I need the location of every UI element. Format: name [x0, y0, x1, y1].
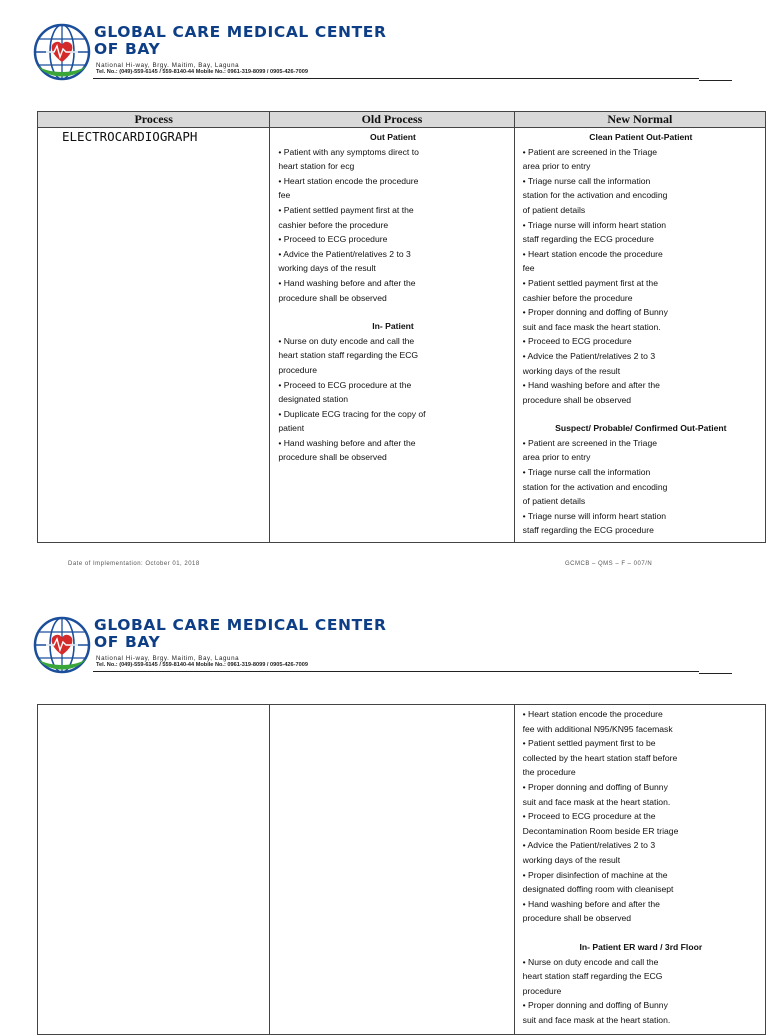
header-rule-end [699, 673, 732, 674]
text-line: • Patient with any symptoms direct to [278, 146, 419, 157]
text-line: • Proper donning and doffing of Bunny [522, 781, 668, 792]
clean-outpatient-title: Clean Patient Out-Patient [589, 132, 693, 142]
text-line: station for the activation and encoding [522, 190, 668, 201]
process-table-page2 [37, 704, 766, 1035]
text-line: heart station staff regarding the ECG [522, 971, 663, 982]
er-inpatient-lines [523, 955, 759, 1028]
text-line: of patient details [522, 204, 586, 215]
suspect-outpatient-lines-cont [523, 707, 759, 926]
table-row [38, 705, 766, 1035]
page1-header [30, 22, 765, 88]
process-name: ELECTROCARDIOGRAPH [62, 129, 198, 144]
text-line: designated station [278, 394, 349, 405]
text-line: staff regarding the ECG procedure [522, 525, 654, 536]
text-line: of patient details [522, 496, 586, 507]
table-row [38, 128, 766, 543]
text-line: • Advice the Patient/relatives 2 to 3 [278, 248, 411, 259]
text-line: suit and face mask the heart station. [522, 321, 661, 332]
text-line: collected by the heart station staff before [522, 752, 678, 763]
text-line: working days of the result [522, 365, 621, 376]
process-table-page1 [37, 111, 766, 543]
text-line: procedure shall be observed [522, 913, 632, 924]
text-line: • Patient settled payment first to be [522, 738, 656, 749]
text-line: procedure [278, 364, 318, 375]
header-old-process: Old Process [270, 112, 514, 128]
header-rule [93, 78, 699, 79]
text-line: staff regarding the ECG procedure [522, 234, 654, 245]
old-process-cell [270, 705, 514, 1035]
inpatient-lines [278, 334, 507, 465]
text-line: • Patient settled payment first at the [278, 204, 414, 215]
text-line: • Duplicate ECG tracing for the copy of [278, 408, 426, 419]
clean-outpatient-lines [523, 145, 759, 408]
text-line: • Proper donning and doffing of Bunny [522, 307, 668, 318]
footer-code: GCMCB – QMS – F – 007/N [565, 561, 653, 567]
suspect-outpatient-title: Suspect/ Probable/ Confirmed Out-Patient [555, 423, 727, 434]
text-line: • Hand washing before and after the [522, 380, 660, 391]
org-address: National Hi-way, Brgy. Maitim, Bay, Laguna [96, 62, 240, 69]
text-line: • Triage nurse will inform heart station [522, 510, 667, 521]
text-line: heart station staff regarding the ECG [278, 350, 419, 361]
text-line: the procedure [522, 767, 576, 778]
outpatient-lines [278, 145, 507, 306]
new-normal-cell [514, 128, 765, 543]
text-line: cashier before the procedure [278, 219, 389, 230]
old-process-cell [270, 128, 514, 543]
org-name-line1: GLOBAL CARE MEDICAL CENTER [94, 23, 387, 41]
inpatient-title: In- Patient [372, 321, 414, 332]
text-line: area prior to entry [522, 452, 591, 463]
text-line: • Proper disinfection of machine at the [522, 869, 668, 880]
footer-date: Date of Implementation: October 01, 2018 [68, 561, 200, 567]
org-contact: Tel. No.: (049)-559-6145 / 559-8140-44 Mobile No.: 0961-319-8099 / 0905-426-7009 [96, 69, 308, 75]
hospital-logo-icon [32, 22, 92, 82]
header-rule [93, 671, 699, 672]
text-line: working days of the result [522, 854, 621, 865]
text-line: Decontamination Room beside ER triage [522, 825, 679, 836]
text-line: • Proceed to ECG procedure [278, 234, 388, 245]
header-new-normal: New Normal [514, 112, 765, 128]
hospital-logo-icon [32, 615, 92, 675]
text-line: • Triage nurse call the information [522, 467, 651, 478]
text-line: cashier before the procedure [522, 292, 633, 303]
text-line: area prior to entry [522, 161, 591, 172]
org-address: National Hi-way, Brgy. Maitim, Bay, Laguna [96, 655, 240, 662]
text-line: • Hand washing before and after the [522, 898, 660, 909]
text-line: procedure [522, 985, 562, 996]
text-line: • Nurse on duty encode and call the [522, 956, 659, 967]
text-line: • Heart station encode the procedure [278, 175, 419, 186]
text-line: heart station for ecg [278, 161, 355, 172]
text-line: procedure shall be observed [522, 394, 632, 405]
outpatient-title: Out Patient [370, 132, 416, 142]
text-line: • Triage nurse call the information [522, 175, 651, 186]
org-name-line1: GLOBAL CARE MEDICAL CENTER [94, 616, 387, 634]
text-line: fee [278, 190, 291, 201]
org-contact: Tel. No.: (049)-559-6145 / 559-8140-44 Mobile No.: 0961-319-8099 / 0905-426-7009 [96, 662, 308, 668]
text-line: • Hand washing before and after the [278, 277, 416, 288]
text-line: • Proceed to ECG procedure at the [278, 379, 412, 390]
text-line: • Heart station encode the procedure [522, 709, 663, 719]
header-rule-end [699, 80, 732, 81]
text-line: procedure shall be observed [278, 292, 387, 303]
text-line: • Advice the Patient/relatives 2 to 3 [522, 840, 656, 851]
org-name-line2: OF BAY [94, 633, 161, 651]
text-line: • Nurse on duty encode and call the [278, 335, 415, 346]
text-line: fee with additional N95/KN95 facemask [522, 723, 673, 734]
suspect-outpatient-lines [523, 436, 759, 538]
text-line: procedure shall be observed [278, 452, 387, 463]
process-cell [38, 705, 270, 1035]
text-line: • Advice the Patient/relatives 2 to 3 [522, 350, 656, 361]
process-cell [38, 128, 270, 543]
table-header-row [38, 112, 766, 128]
text-line: patient [278, 423, 305, 434]
text-line: • Proceed to ECG procedure [522, 336, 632, 347]
header-process: Process [38, 112, 270, 128]
page2-header [30, 615, 765, 681]
text-line: designated doffing room with cleanisept [522, 884, 674, 895]
text-line: • Triage nurse will inform heart station [522, 219, 667, 230]
text-line: suit and face mask at the heart station. [522, 1014, 671, 1025]
text-line: fee [522, 263, 535, 274]
text-line: • Patient settled payment first at the [522, 277, 658, 288]
new-normal-cell [514, 705, 765, 1035]
text-line: • Hand washing before and after the [278, 437, 416, 448]
text-line: working days of the result [278, 263, 376, 274]
text-line: • Patient are screened in the Triage [522, 437, 658, 448]
text-line: • Proper donning and doffing of Bunny [522, 1000, 668, 1011]
text-line: • Heart station encode the procedure [522, 248, 663, 259]
text-line: • Proceed to ECG procedure at the [522, 811, 656, 822]
text-line: suit and face mask at the heart station. [522, 796, 671, 807]
text-line: station for the activation and encoding [522, 481, 668, 492]
er-inpatient-title: In- Patient ER ward / 3rd Floor [579, 941, 703, 952]
org-name-line2: OF BAY [94, 40, 161, 58]
text-line: • Patient are screened in the Triage [522, 146, 658, 157]
